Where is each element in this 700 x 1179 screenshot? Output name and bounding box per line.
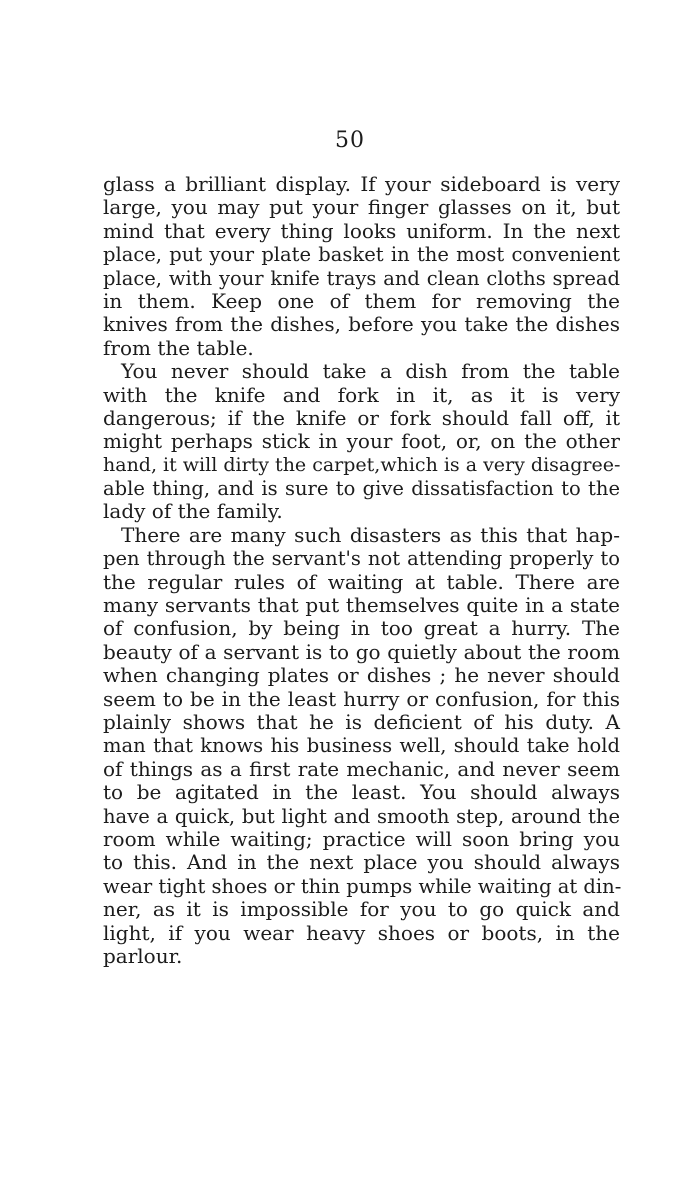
text-line: place, put your plate basket in the most convenient bbox=[103, 243, 620, 267]
text-line: glass a brilliant display. If your sideboard is very bbox=[103, 172, 620, 196]
text-line: in them. Keep one of them for removing the bbox=[103, 288, 620, 313]
text-line: to this. And in the next place you should always bbox=[103, 850, 620, 875]
text-line: with the knife and fork in it, as it is very bbox=[103, 382, 620, 407]
text-line: knives from the dishes, before you take the dishes bbox=[103, 312, 620, 337]
text-line: seem to be in the least hurry or confusion, for this bbox=[103, 686, 620, 711]
text-line: to be agitated in the least. You should always bbox=[103, 780, 620, 805]
text-line: of confusion, by being in too great a hurry. The bbox=[103, 616, 620, 641]
text-line: room while waiting; practice will soon bring you bbox=[103, 826, 620, 851]
text-line: lady of the family. bbox=[103, 499, 283, 524]
text-line: hand, it will dirty the carpet,which is a very disagree- bbox=[103, 453, 621, 476]
text-line: of things as a first rate mechanic, and never seem bbox=[103, 756, 620, 781]
page-number: 50 bbox=[335, 128, 365, 153]
text-line: mind that every thing looks uniform. In the next bbox=[103, 218, 620, 243]
text-line: beauty of a servant is to go quietly about the room bbox=[103, 639, 620, 664]
body-text bbox=[103, 173, 620, 968]
text-line: ner, as it is impossible for you to go quick and bbox=[103, 897, 620, 922]
text-line: light, if you wear heavy shoes or boots, in the bbox=[103, 920, 620, 945]
text-line: parlour. bbox=[103, 943, 183, 968]
text-line: able thing, and is sure to give dissatisfaction to the bbox=[103, 477, 620, 501]
text-line: the regular rules of waiting at table. There are bbox=[103, 569, 620, 594]
text-line: have a quick, but light and smooth step, around the bbox=[103, 804, 620, 828]
text-line: might perhaps stick in your foot, or, on the other bbox=[103, 429, 620, 454]
text-line: pen through the servant's not attending properly to bbox=[103, 547, 620, 571]
text-line: from the table. bbox=[103, 335, 254, 360]
text-line: large, you may put your finger glasses on it, but bbox=[103, 195, 620, 220]
text-line: man that knows his business well, should take hold bbox=[103, 734, 620, 758]
text-line: place, with your knife trays and clean cloths spread bbox=[103, 266, 620, 290]
text-line: There are many such disasters as this that hap- bbox=[121, 522, 620, 547]
text-line: plainly shows that he is deficient of his duty. A bbox=[103, 709, 620, 734]
text-line: many servants that put themselves quite in a state bbox=[103, 593, 620, 618]
text-line: dangerous; if the knife or fork should fall off, it bbox=[103, 405, 620, 430]
text-line: wear tight shoes or thin pumps while waiting at din- bbox=[103, 874, 622, 898]
text-line: You never should take a dish from the table bbox=[121, 359, 620, 384]
text-line: when changing plates or dishes ; he never should bbox=[103, 663, 620, 688]
